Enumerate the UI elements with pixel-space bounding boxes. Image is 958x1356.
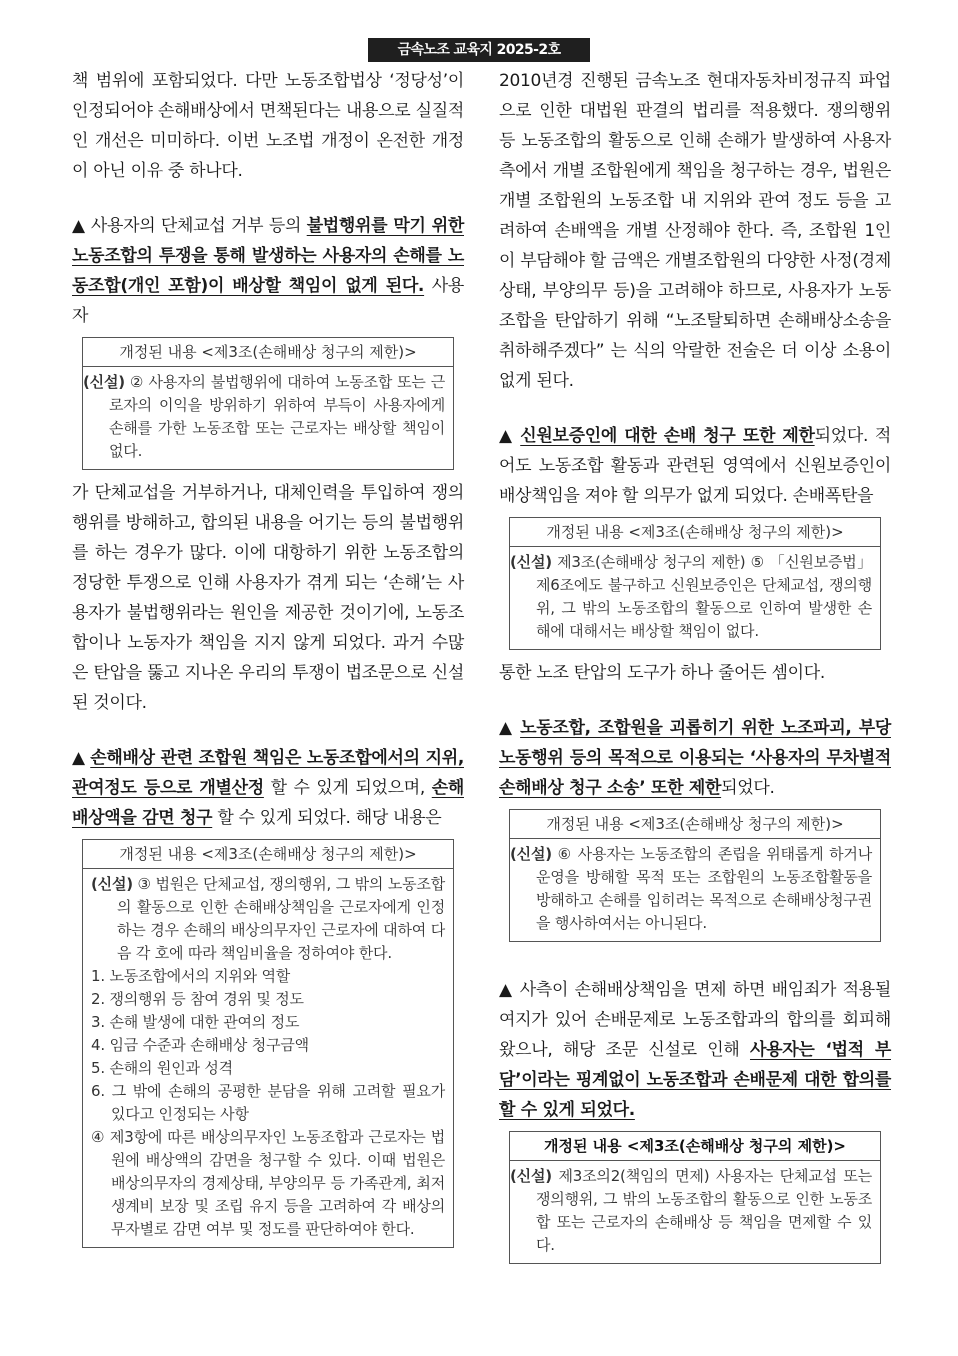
clause-4: ④ 제3항에 따른 배상의무자인 노동조합과 근로자는 법원에 배상액의 감면을 청구할 수 있다. 이때 법원은 배상의무자의 경제상태, 부양의무 등 가족관계, 최저생계비 보장 및 조립 유지 등을 고려하여 각 배상의무자별로 감면 여부 및 정도를 판단하여야 한다.	[91, 1128, 445, 1238]
amendment-box-body: (신설) ⑥ 사용자는 노동조합의 존립을 위태롭게 하거나 운영을 방해할 목적 또는 조합원의 노동조합활동을 방해하고 손해를 입히려는 목적으로 손해배상청구권을 행사하여서는 아니된다.	[510, 845, 872, 932]
amendment-box-body: (신설) 제3조(손해배상 청구의 제한) ⑤ 「신원보증법」 제6조에도 불구하고 신원보증인은 단체교섭, 쟁의행위, 그 밖의 노동조합의 활동으로 인하여 발생한 손해에 대해서는 배상할 책임이 없다.	[510, 553, 872, 640]
list-item: 6. 그 밖에 손해의 공평한 분담을 위해 고려할 필요가 있다고 인정되는 사항	[91, 1082, 445, 1123]
amendment-box	[509, 809, 881, 942]
amendment-box-title: 개정된 내용 <제3조(손해배상 청구의 제한)>	[83, 338, 453, 367]
amendment-box-title: 개정된 내용 <제3조(손해배상 청구의 제한)>	[510, 810, 880, 839]
list-item: 5. 손해의 원인과 성격	[91, 1059, 233, 1077]
list-item: 1. 노동조합에서의 지위와 역할	[91, 967, 291, 985]
amendment-box	[82, 337, 454, 470]
amendment-box-title: 개정된 내용 <제3조(손해배상 청구의 제한)>	[83, 840, 453, 869]
amendment-box-title: 개정된 내용 <제3조(손해배상 청구의 제한)>	[510, 518, 880, 547]
section-point: ▲ 사용자의 단체교섭 거부 등의 불법행위를 막기 위한 노동조합의 투쟁을 통해 발생하는 사용자의 손해를 노동조합(개인 포함)이 배상할 책임이 없게 된다. 사용자	[72, 216, 464, 326]
section-point: ▲ 노동조합, 조합원을 괴롭히기 위한 노조파괴, 부당노동행위 등의 목적으로 이용되는 ‘사용자의 무차별적 손해배상 청구 소송’ 또한 제한되었다.	[499, 718, 891, 798]
paragraph: 통한 노조 탄압의 도구가 하나 줄어든 셈이다.	[499, 663, 825, 683]
issue-header: 금속노조 교육지 2025-2호 (2025.9.3.)	[368, 38, 590, 62]
left-column	[72, 66, 464, 1256]
section-point: ▲ 사측이 손해배상책임을 면제 하면 배임죄가 적용될 여지가 있어 손배문제로 노동조합과의 합의를 회피해왔으나, 해당 조문 신설로 인해 사용자는 ‘법적 부담’이라는 핑계없이 노동조합과 손배문제 대한 합의를 할 수 있게 되었다.	[499, 980, 891, 1120]
amendment-box-body: (신설) ② 사용자의 불법행위에 대하여 노동조합 또는 근로자의 이익을 방위하기 위하여 부득이 사용자에게 손해를 가한 노동조합 또는 근로자는 배상할 책임이 없다.	[83, 373, 445, 460]
list-item: 3. 손해 발생에 대한 관여의 정도	[91, 1013, 300, 1031]
amendment-box-body: (신설) 제3조의2(책임의 면제) 사용자는 단체교섭 또는 쟁의행위, 그 밖의 노동조합의 활동으로 인한 노동조합 또는 근로자의 손해배상 등 책임을 면제할 수 있다.	[510, 1167, 872, 1254]
list-item: 4. 임금 수준과 손해배상 청구금액	[91, 1036, 309, 1054]
paragraph: 2010년경 진행된 금속노조 현대자동차비정규직 파업으로 인한 대법원 판결의 법리를 적용했다. 쟁의행위 등 노동조합의 활동으로 인해 손해가 발생하여 사용자 측에서 개별 조합원에게 책임을 청구하는 경우, 법원은 개별 조합원의 노동조합 내 지위와 관여 정도 등을 고려하여 손배액을 개별 산정해야 한다. 즉, 조합원 1인이 부담해야 할 금액은 개별조합원의 다양한 사정(경제상태, 부양의무 등)을 고려해야 하므로, 사용자가 노동조합을 탄압하기 위해 “노조탈퇴하면 손해배상소송을 취하해주겠다” 는 식의 악랄한 전술은 더 이상 소용이 없게 된다.	[499, 71, 891, 391]
section-point: ▲ 손해배상 관련 조합원 책임은 노동조합에서의 지위, 관여정도 등으로 개별산정 할 수 있게 되었으며, 손해배상액을 감면 청구 할 수 있게 되었다. 해당 내용은	[72, 748, 464, 828]
amendment-box	[509, 1131, 881, 1264]
amendment-box-body: (신설) ③ 법원은 단체교섭, 쟁의행위, 그 밖의 노동조합의 활동으로 인한 손해배상책임을 근로자에게 인정하는 경우 손해의 배상의무자인 근로자에 대하여 다음 각 호에 따라 책임비율을 정하여야 한다. 1. 노동조합에서의 지위와 역할 2. 쟁의행위 등 참여 경위 및 정도 3. 손해 발생에 대한 관여의 정도 4. 임금 수준과 손해배상 청구금액 5. 손해의 원인과 성격 6. 그 밖에 손해의 공평한 분담을 위해 고려할 필요가 있다고 인정되는 사항 ④ 제3항에 따른 배상의무자인 노동조합과 근로자는 법원에 배상액의 감면을 청구할 수 있다. 이때 법원은 배상의무자의 경제상태, 부양의무 등 가족관계, 최저생계비 보장 및 조립 유지 등을 고려하여 각 배상의무자별로 감면 여부 및 정도를 판단하여야 한다.	[83, 869, 453, 1247]
paragraph: 책 범위에 포함되었다. 다만 노동조합법상 ‘정당성’이 인정되어야 손해배상에서 면책된다는 내용으로 실질적인 개선은 미미하다. 이번 노조법 개정이 온전한 개정이 아닌 이유 중 하나다.	[72, 71, 464, 181]
paragraph: 가 단체교섭을 거부하거나, 대체인력을 투입하여 쟁의행위를 방해하고, 합의된 내용을 어기는 등의 불법행위를 하는 경우가 많다. 이에 대항하기 위한 노동조합의 정당한 투쟁으로 인해 사용자가 겪게 되는 ‘손해’는 사용자가 불법행위라는 원인을 제공한 것이기에, 노동조합이나 노동자가 책임을 지지 않게 되었다. 과거 수많은 탄압을 뚫고 지나온 우리의 투쟁이 법조문으로 신설된 것이다.	[72, 483, 464, 713]
section-point: ▲ 신원보증인에 대한 손배 청구 또한 제한되었다. 적어도 노동조합 활동과 관련된 영역에서 신원보증인이 배상책임을 져야 할 의무가 없게 되었다. 손배폭탄을	[499, 426, 891, 506]
amendment-box	[82, 839, 454, 1248]
list-item: 2. 쟁의행위 등 참여 경위 및 정도	[91, 990, 304, 1008]
amendment-box	[509, 517, 881, 650]
amendment-box-title: 개정된 내용 <제3조(손해배상 청구의 제한)>	[510, 1132, 880, 1161]
right-column	[499, 66, 891, 1272]
